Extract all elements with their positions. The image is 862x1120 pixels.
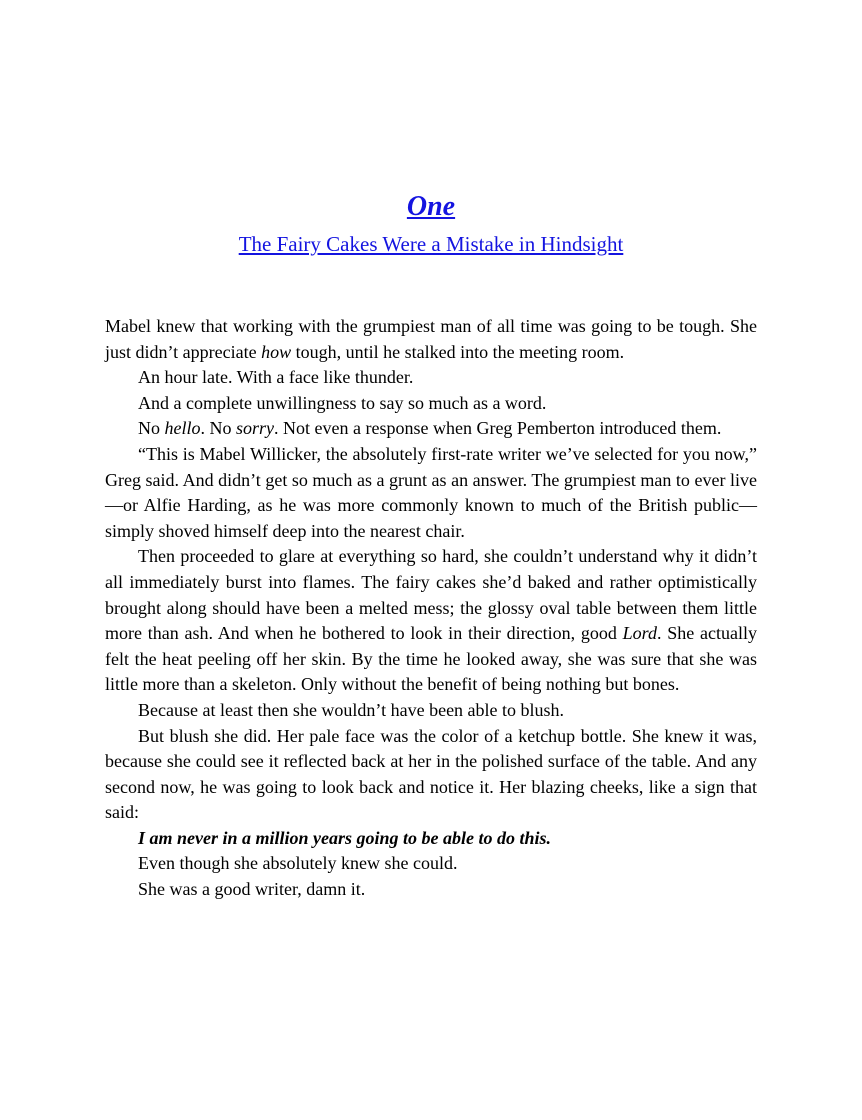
paragraph: No hello. No sorry. Not even a response when Greg Pemberton introduced them. [138, 418, 722, 439]
chapter-body [105, 314, 757, 903]
paragraph: An hour late. With a face like thunder. [138, 367, 414, 388]
paragraph: “This is Mabel Willicker, the absolutely first-rate writer we’ve selected for you now,” Greg said. And didn’t get so much as a grunt as an answer. The grumpiest man to ever live—or Alfie Harding, as he was more commonly known to much of the British public—simply shoved himself deep into the nearest chair. [105, 443, 757, 541]
paragraph: Even though she absolutely knew she could. [138, 853, 458, 874]
paragraph: And a complete unwillingness to say so much as a word. [138, 392, 547, 413]
paragraph: She was a good writer, damn it. [138, 879, 366, 900]
paragraph: Then proceeded to glare at everything so hard, she couldn’t understand why it didn’t all immediately burst into flames. The fairy cakes she’d baked and rather optimistically brought along should have been a melted mess; the glossy oval table between them little more than ash. And when he bothered to look in their direction, good Lord. She actually felt the heat peeling off her skin. By the time he looked away, she was sure that she was little more than a skeleton. Only without the benefit of being nothing but bones. [105, 546, 757, 695]
paragraph: But blush she did. Her pale face was the color of a ketchup bottle. She knew it was, because she could see it reflected back at her in the polished surface of the table. And any second now, he was going to look back and notice it. Her blazing cheeks, like a sign that said: [105, 725, 757, 823]
paragraph: I am never in a million years going to be able to do this. [138, 827, 552, 848]
chapter-title-link[interactable]: The Fairy Cakes Were a Mistake in Hindsight [238, 232, 624, 256]
chapter-number-link[interactable]: One [406, 191, 456, 222]
paragraph: Because at least then she wouldn’t have been able to blush. [138, 699, 565, 720]
paragraph: Mabel knew that working with the grumpiest man of all time was going to be tough. She just didn’t appreciate how tough, until he stalked into the meeting room. [105, 316, 757, 362]
